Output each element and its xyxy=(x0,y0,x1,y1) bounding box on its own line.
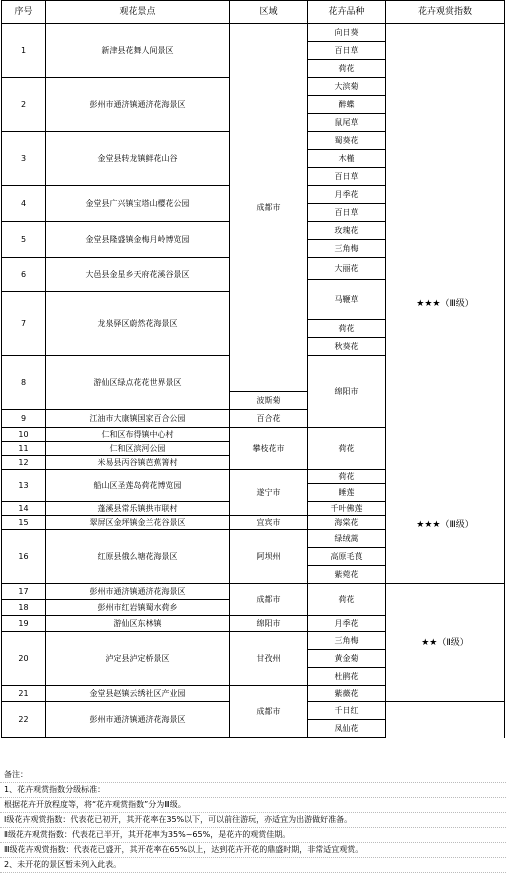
flower-cell: 月季花 xyxy=(308,186,386,204)
flower-cell: 睡莲 xyxy=(308,484,386,502)
row-number: 8 xyxy=(2,356,46,410)
row-number: 10 xyxy=(2,428,46,442)
score-cell: ★★（Ⅱ级） xyxy=(386,584,505,702)
flower-cell: 玫瑰花 xyxy=(308,222,386,240)
flower-cell: 绿绒蒿 xyxy=(308,530,386,548)
row-number: 15 xyxy=(2,516,46,530)
region-cell: 绵阳市 xyxy=(308,356,386,428)
header-region: 区域 xyxy=(230,1,308,24)
flower-cell: 大丽花 xyxy=(308,258,386,280)
row-number: 3 xyxy=(2,132,46,186)
region-cell: 阿坝州 xyxy=(230,530,308,584)
score-cell-group2: ★★★（Ⅲ级） xyxy=(387,520,503,530)
spot-name: 新津县花舞人间景区 xyxy=(46,24,230,78)
flower-cell: 千日红 xyxy=(308,702,386,720)
notes-section xyxy=(0,768,506,873)
flower-cell: 百合花 xyxy=(230,410,308,428)
spot-name: 金堂县赵镇云绣社区产业园 xyxy=(46,686,230,702)
flower-cell: 荷花 xyxy=(308,320,386,338)
header-score: 花卉观赏指数 xyxy=(386,1,505,24)
row-number: 7 xyxy=(2,292,46,356)
note-line: Ⅲ级花卉观赏指数：代表花已盛开，其开花率在65%以上，达到花卉开花的鼎盛时期，非常适宜观赏。 xyxy=(0,843,506,858)
flower-cell: 凤仙花 xyxy=(308,720,386,738)
spot-name: 彭州市通济镇通济花海景区 xyxy=(46,584,230,600)
row-number: 12 xyxy=(2,456,46,470)
spot-name: 游仙区绿点花花世界景区 xyxy=(46,356,230,410)
flower-cell: 荷花 xyxy=(308,584,386,616)
note-line: Ⅰ级花卉观赏指数：代表花已初开，其开花率在35%以下，可以前往游玩，亦适宜为出游做好准备。 xyxy=(0,813,506,828)
flower-cell: 荷花 xyxy=(308,60,386,78)
flower-cell: 千叶佛莲 xyxy=(308,502,386,516)
flower-cell: 马鞭草 xyxy=(308,280,386,320)
row-number: 17 xyxy=(2,584,46,600)
spot-name: 泸定县泸定桥景区 xyxy=(46,632,230,686)
region-cell: 宜宾市 xyxy=(230,516,308,530)
spot-name: 蓬溪县常乐镇拱市联村 xyxy=(46,502,230,516)
spot-name: 翠屏区金坪镇金兰花谷景区 xyxy=(46,516,230,530)
table-row xyxy=(2,24,505,42)
region-cell: 攀枝花市 xyxy=(230,428,308,470)
region-cell: 成都市 xyxy=(230,584,308,616)
score-cell: ★★★（Ⅲ级） xyxy=(386,24,505,584)
flower-cell: 木槿 xyxy=(308,150,386,168)
note-line: 根据花卉开放程度等，将“花卉观赏指数”分为Ⅲ级。 xyxy=(0,798,506,813)
row-number: 22 xyxy=(2,702,46,738)
flower-cell: 蜀葵花 xyxy=(308,132,386,150)
row-number: 11 xyxy=(2,442,46,456)
row-number: 6 xyxy=(2,258,46,292)
flower-cell: 向日葵 xyxy=(308,24,386,42)
note-line: Ⅱ级花卉观赏指数：代表花已半开，其开花率为35%~65%，是花卉的观赏佳期。 xyxy=(0,828,506,843)
row-number: 21 xyxy=(2,686,46,702)
spot-name: 大邑县金星乡天府花溪谷景区 xyxy=(46,258,230,292)
header-row xyxy=(2,1,505,24)
flower-cell: 百日草 xyxy=(308,42,386,60)
flower-cell: 海棠花 xyxy=(308,516,386,530)
flower-cell: 荷花 xyxy=(308,428,386,470)
flower-cell: 荷花 xyxy=(308,470,386,484)
spot-name: 江油市大康镇国家百合公园 xyxy=(46,410,230,428)
row-number: 9 xyxy=(2,410,46,428)
flower-cell: 杜鹃花 xyxy=(308,668,386,686)
spot-name: 游仙区东林镇 xyxy=(46,616,230,632)
spot-name: 米易县丙谷镇芭蕉箐村 xyxy=(46,456,230,470)
region-cell: 绵阳市 xyxy=(230,616,308,632)
row-number: 14 xyxy=(2,502,46,516)
region-cell: 成都市 xyxy=(230,24,308,392)
row-number: 2 xyxy=(2,78,46,132)
flower-cell: 醉蝶 xyxy=(308,96,386,114)
spot-name: 金堂县广兴镇宝塔山樱花公园 xyxy=(46,186,230,222)
header-spot: 观花景点 xyxy=(46,1,230,24)
spot-name: 金堂县隆盛镇金梅月岭博览园 xyxy=(46,222,230,258)
flower-cell: 鼠尾草 xyxy=(308,114,386,132)
region-cell: 遂宁市 xyxy=(230,470,308,516)
row-number: 1 xyxy=(2,24,46,78)
row-number: 20 xyxy=(2,632,46,686)
flower-cell: 波斯菊 xyxy=(230,392,308,410)
note-line: 2、未开花的景区暂未列入此表。 xyxy=(0,858,506,873)
spot-name: 彭州市通济镇通济花海景区 xyxy=(46,78,230,132)
flower-cell: 三角梅 xyxy=(308,240,386,258)
flower-cell: 百日草 xyxy=(308,204,386,222)
flower-cell: 黄金菊 xyxy=(308,650,386,668)
flower-cell: 紫薇花 xyxy=(308,686,386,702)
flower-cell: 百日草 xyxy=(308,168,386,186)
flower-cell: 高原毛茛 xyxy=(308,548,386,566)
row-number: 18 xyxy=(2,600,46,616)
spot-name: 仁和区布得镇中心村 xyxy=(46,428,230,442)
region-cell: 甘孜州 xyxy=(230,632,308,686)
row-number: 19 xyxy=(2,616,46,632)
flower-cell: 月季花 xyxy=(308,616,386,632)
flower-cell: 秋葵花 xyxy=(308,338,386,356)
spot-name: 彭州市通济镇通济花海景区 xyxy=(46,702,230,738)
row-number: 13 xyxy=(2,470,46,502)
spot-name: 仁和区滨河公园 xyxy=(46,442,230,456)
spot-name: 龙泉驿区蔚然花海景区 xyxy=(46,292,230,356)
spot-name: 彭州市红岩镇蜀水荷乡 xyxy=(46,600,230,616)
note-line: 1、花卉观赏指数分级标准： xyxy=(0,783,506,798)
row-number: 4 xyxy=(2,186,46,222)
table-row xyxy=(2,584,505,600)
flower-cell: 大滨菊 xyxy=(308,78,386,96)
flower-index-table xyxy=(1,0,505,738)
spot-name: 金堂县转龙镇鲜花山谷 xyxy=(46,132,230,186)
row-number: 16 xyxy=(2,530,46,584)
note-line: 备注： xyxy=(0,768,506,783)
region-cell: 成都市 xyxy=(230,686,308,738)
spot-name: 红原县俄么塘花海景区 xyxy=(46,530,230,584)
row-number: 5 xyxy=(2,222,46,258)
flower-cell: 紫菀花 xyxy=(308,566,386,584)
flower-cell: 三角梅 xyxy=(308,632,386,650)
header-no: 序号 xyxy=(2,1,46,24)
spot-name: 船山区圣莲岛荷花博览园 xyxy=(46,470,230,502)
header-flower: 花卉品种 xyxy=(308,1,386,24)
